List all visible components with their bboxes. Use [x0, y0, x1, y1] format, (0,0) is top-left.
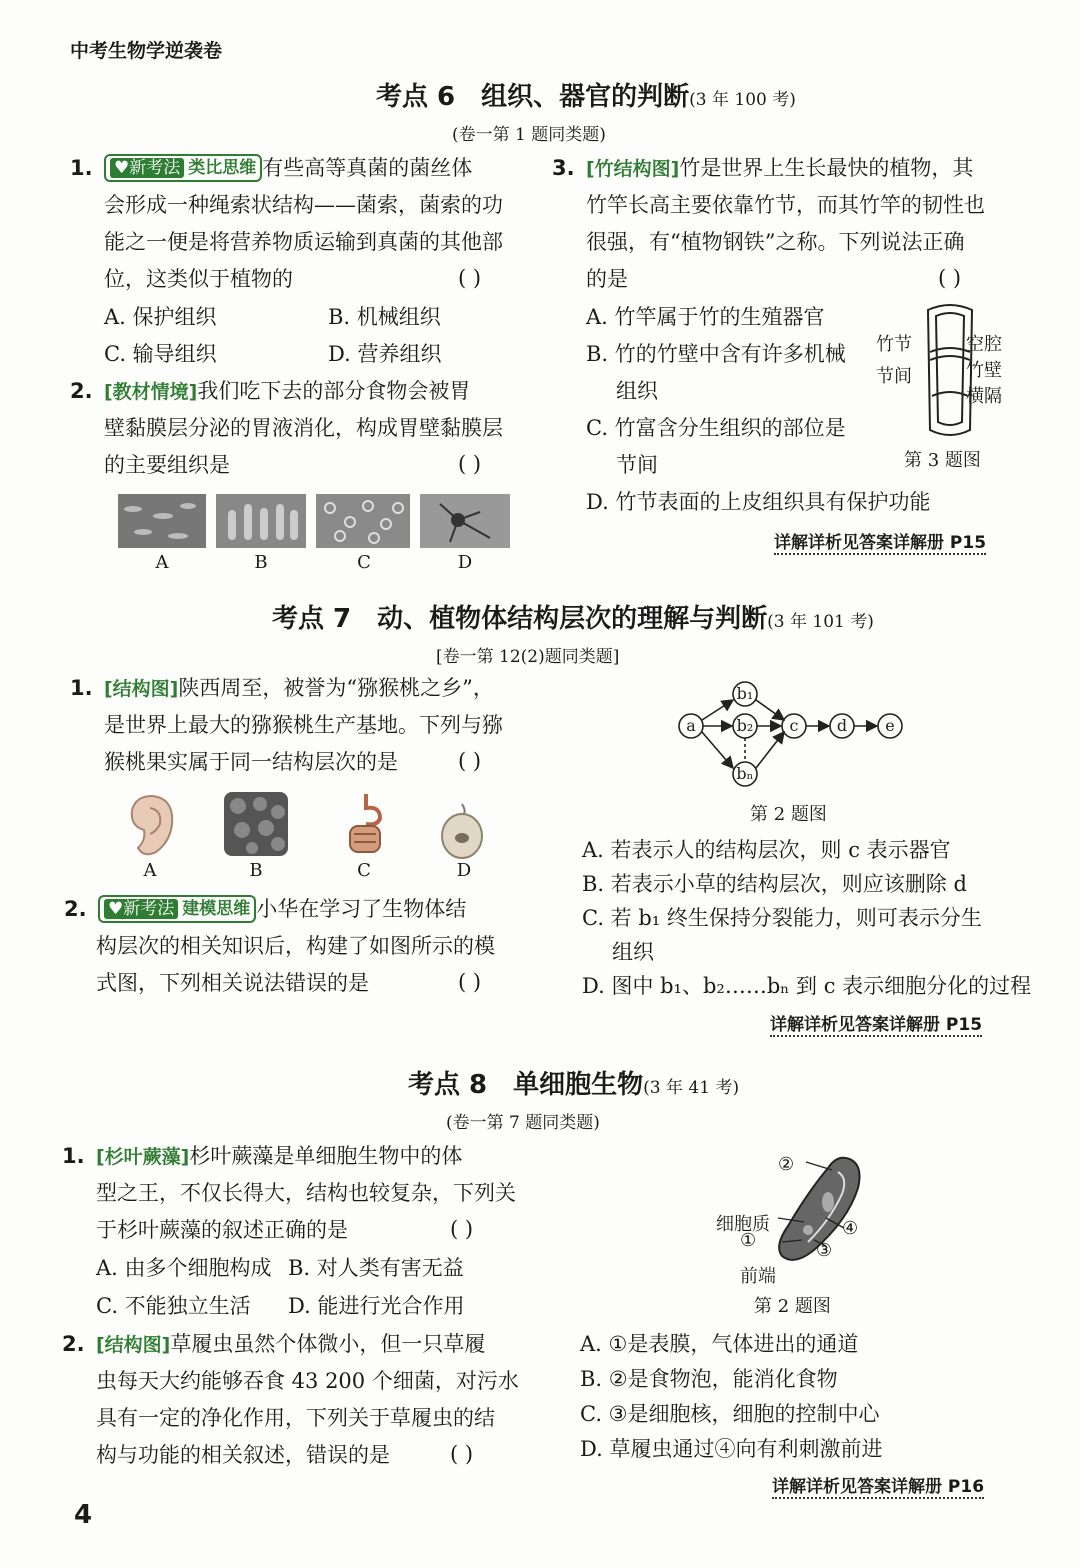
option: 组织: [612, 940, 654, 964]
image-label: A: [155, 552, 169, 573]
image-label: D: [456, 860, 472, 881]
new-method-badge: ♥新考法 类比思维: [104, 154, 262, 182]
question-stem-line: 虫每天大约能够吞食 43 200 个细菌，对污水: [96, 1369, 519, 1393]
option: C. 竹富含分生组织的部位是: [586, 416, 846, 440]
option: D. 能进行光合作用: [288, 1294, 465, 1318]
option: A. 保护组织: [104, 305, 217, 329]
question-stem-line: [结构图]草履虫虽然个体微小，但一只草履: [96, 1332, 486, 1356]
question-stem-line: 构层次的相关知识后，构建了如图所示的模: [96, 934, 495, 958]
question-stem-line: 于杉叶蕨藻的叙述正确的是: [96, 1218, 348, 1242]
question-stem-line: 猴桃果实属于同一结构层次的是: [104, 750, 398, 774]
seed-image: [436, 800, 488, 860]
answer-reference: 详解详析见答案详解册 P16: [772, 1472, 984, 1499]
tissue-image-d: [420, 494, 510, 548]
section-subtitle: (卷一第 1 题同类题): [452, 125, 606, 145]
option: B. 机械组织: [328, 305, 441, 329]
question-stem-line: 的是: [586, 267, 628, 291]
option: A. 竹竿属于竹的生殖器官: [586, 305, 825, 329]
answer-blank: ( ): [458, 970, 482, 994]
image-label: C: [357, 860, 371, 881]
figure-caption: 第 3 题图: [904, 450, 981, 471]
figure-label: ②: [778, 1154, 795, 1175]
figure-label: 节间: [876, 366, 912, 387]
question-stem-line: ♥新考法 类比思维 有些高等真菌的菌丝体: [104, 150, 472, 187]
option: A. ①是表膜，气体进出的通道: [580, 1332, 859, 1356]
section-subtitle: [卷一第 12(2)题同类题]: [436, 647, 620, 667]
option: C. 若 b₁ 终生保持分裂能力，则可表示分生: [582, 906, 982, 930]
option: C. 不能独立生活: [96, 1294, 251, 1318]
image-label: C: [357, 552, 371, 573]
new-method-badge: ♥新考法 建模思维: [98, 895, 256, 923]
node-a: a: [686, 716, 696, 735]
figure-label: 空腔: [966, 334, 1002, 355]
node-e: e: [885, 716, 895, 735]
question-stem-line: [杉叶蕨藻]杉叶蕨藻是单细胞生物中的体: [96, 1144, 463, 1168]
option: B. 竹的竹壁中含有许多机械: [586, 342, 846, 366]
image-label: B: [249, 860, 263, 881]
section-title: 考点 6 组织、器官的判断(3 年 100 考): [376, 82, 796, 112]
question-stem-line: 竹竿长高主要依靠竹节，而其竹竿的韧性也: [586, 193, 985, 217]
question-stem-line: 很强，有“植物钢铁”之称。下列说法正确: [586, 230, 965, 254]
question-stem-line: 式图，下列相关说法错误的是: [96, 971, 369, 995]
cells-image: [220, 788, 292, 860]
question-number: 2.: [70, 379, 93, 403]
answer-blank: ( ): [450, 1442, 474, 1466]
question-stem-line: 的主要组织是: [104, 453, 230, 477]
figure-label: 前端: [740, 1266, 776, 1287]
option: D. 图中 b₁、b₂……bₙ 到 c 表示细胞分化的过程: [582, 974, 1032, 998]
figure-caption: 第 2 题图: [754, 1296, 831, 1317]
figure-caption: 第 2 题图: [750, 804, 827, 825]
question-number: 1.: [62, 1144, 85, 1168]
question-stem-line: ♥新考法 建模思维 小华在学习了生物体结: [98, 891, 466, 928]
question-stem-line: 壁黏膜层分泌的胃液消化，构成胃壁黏膜层: [104, 416, 503, 440]
figure-label: 竹壁: [966, 360, 1002, 381]
node-b1: b₁: [736, 684, 754, 703]
section-title: 考点 8 单细胞生物(3 年 41 考): [408, 1070, 740, 1100]
answer-blank: ( ): [458, 749, 482, 773]
option: D. 营养组织: [328, 342, 442, 366]
option: D. 草履虫通过④向有利刺激前进: [580, 1437, 883, 1461]
answer-reference: 详解详析见答案详解册 P15: [770, 1010, 982, 1037]
structure-hierarchy-diagram: [670, 676, 910, 794]
option: C. ③是细胞核，细胞的控制中心: [580, 1402, 880, 1426]
node-c: c: [789, 716, 799, 735]
option: 节间: [616, 453, 658, 477]
question-stem-line: [结构图]陕西周至，被誉为“猕猴桃之乡”，: [104, 676, 494, 700]
figure-label: ①: [740, 1230, 757, 1251]
book-title: 中考生物学逆袭卷: [70, 40, 223, 62]
question-number: 2.: [62, 1332, 85, 1356]
tissue-image-b: [216, 494, 306, 548]
node-b2: b₂: [736, 716, 754, 735]
question-stem-line: 会形成一种绳索状结构——菌索，菌索的功: [104, 193, 503, 217]
answer-blank: ( ): [450, 1217, 474, 1241]
question-stem-line: 构与功能的相关叙述，错误的是: [96, 1443, 390, 1467]
question-stem-line: 位，这类似于植物的: [104, 267, 293, 291]
digestive-system-image: [340, 790, 390, 860]
ear-image: [122, 790, 178, 860]
question-stem-line: [教材情境]我们吃下去的部分食物会被胃: [104, 379, 471, 403]
answer-blank: ( ): [938, 266, 962, 290]
image-label: B: [254, 552, 268, 573]
answer-blank: ( ): [458, 452, 482, 476]
question-stem-line: 是世界上最大的猕猴桃生产基地。下列与猕: [104, 713, 503, 737]
section-title: 考点 7 动、植物体结构层次的理解与判断(3 年 101 考): [272, 604, 874, 634]
answer-reference: 详解详析见答案详解册 P15: [774, 528, 986, 555]
option: C. 输导组织: [104, 342, 217, 366]
node-d: d: [836, 716, 848, 735]
question-stem-line: 能之一便是将营养物质运输到真菌的其他部: [104, 230, 503, 254]
option: D. 竹节表面的上皮组织具有保护功能: [586, 490, 931, 514]
section-subtitle: (卷一第 7 题同类题): [446, 1113, 600, 1133]
figure-label: 细胞质: [716, 1214, 770, 1235]
image-label: A: [143, 860, 157, 881]
tissue-image-c: [316, 494, 410, 548]
image-label: D: [457, 552, 473, 573]
option: B. ②是食物泡，能消化食物: [580, 1367, 838, 1391]
question-number: 1.: [70, 676, 93, 700]
option: B. 若表示小草的结构层次，则应该删除 d: [582, 872, 967, 896]
question-number: 2.: [64, 897, 87, 921]
figure-label: 横隔: [966, 386, 1002, 407]
page-number: 4: [74, 1500, 93, 1530]
node-bn: bₙ: [736, 764, 754, 783]
question-stem-line: 具有一定的净化作用，下列关于草履虫的结: [96, 1406, 495, 1430]
option: 组织: [616, 379, 658, 403]
figure-label: 竹节: [876, 334, 912, 355]
question-stem-line: 型之王，不仅长得大，结构也较复杂，下列关: [96, 1181, 516, 1205]
answer-blank: ( ): [458, 266, 482, 290]
figure-label: ③: [816, 1240, 833, 1261]
question-number: 1.: [70, 156, 93, 180]
option: A. 由多个细胞构成: [96, 1256, 272, 1280]
figure-label: ④: [842, 1218, 859, 1239]
option: B. 对人类有害无益: [288, 1256, 464, 1280]
tissue-image-a: [118, 494, 206, 548]
question-stem-line: [竹结构图]竹是世界上生长最快的植物，其: [586, 156, 974, 180]
question-number: 3.: [552, 156, 575, 180]
option: A. 若表示人的结构层次，则 c 表示器官: [582, 838, 951, 862]
